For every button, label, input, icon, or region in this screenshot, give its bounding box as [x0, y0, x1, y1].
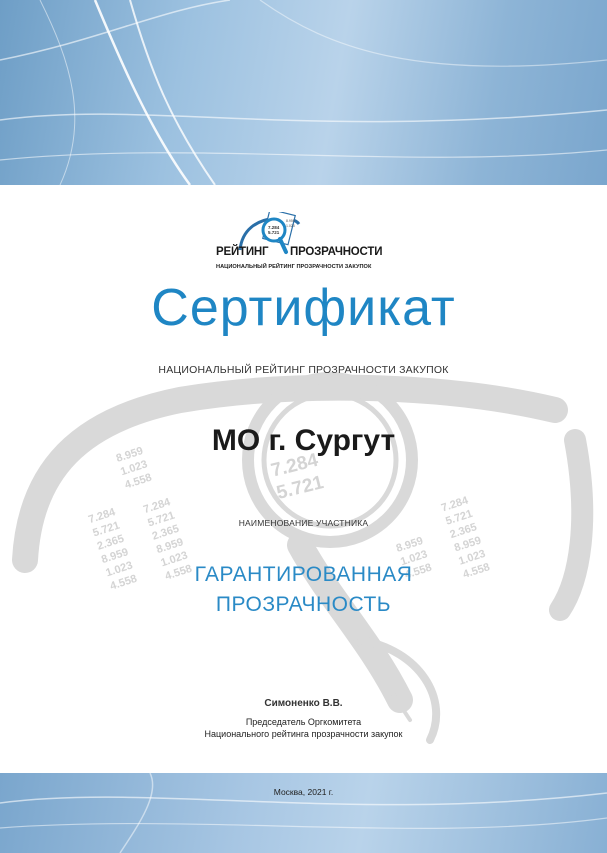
wm-d-2: 4.558 — [403, 561, 434, 582]
signer-name: Симоненко В.В. — [264, 698, 343, 709]
wm-c-3: 8.959 — [155, 536, 185, 557]
wm-b-0: 7.284 — [87, 506, 117, 527]
certificate-title: Сертификат — [151, 279, 456, 337]
wm-lens-0: 7.284 — [268, 449, 321, 482]
wm-c-5: 4.558 — [163, 562, 194, 583]
wm-c-4: 1.023 — [159, 549, 190, 570]
wm-e-5: 4.558 — [461, 561, 492, 582]
signer-role — [0, 716, 607, 740]
logo-subtitle: НАЦИОНАЛЬНЫЙ РЕЙТИНГ ПРОЗРАЧНОСТИ ЗАКУПОК — [216, 264, 372, 270]
wm-c-0: 7.284 — [142, 496, 172, 517]
guarantee-line-2: ПРОЗРАЧНОСТЬ — [215, 593, 392, 616]
footer-city-year: Москва, 2021 г. — [273, 787, 334, 797]
wm-e-4: 1.023 — [457, 547, 488, 568]
wm-c-1: 5.721 — [146, 509, 177, 530]
wm-a-2: 4.558 — [123, 471, 154, 492]
wm-a-0: 8.959 — [114, 444, 145, 465]
wm-b-5: 4.558 — [108, 572, 139, 593]
svg-text:5.721: 5.721 — [268, 230, 280, 235]
svg-text:8.959: 8.959 — [286, 219, 295, 223]
svg-text:1.023: 1.023 — [286, 224, 295, 228]
wm-b-4: 1.023 — [104, 559, 135, 580]
participant-name: МО г. Сургут — [211, 424, 396, 457]
wm-b-2: 2.365 — [95, 532, 126, 553]
wm-lens-1: 5.721 — [274, 472, 326, 504]
svg-text:7.284: 7.284 — [268, 225, 280, 230]
wm-e-0: 7.284 — [439, 494, 470, 515]
bottom-decorative-band — [0, 773, 607, 853]
wm-d-0: 8.959 — [394, 534, 425, 555]
band-bottom-lines — [0, 773, 607, 853]
signer-role-line-2: Национального рейтинга прозрачности закупок — [204, 729, 403, 739]
wm-e-1: 5.721 — [444, 507, 475, 528]
wm-e-3: 8.959 — [452, 534, 483, 555]
logo-title — [216, 246, 391, 262]
wm-c-2: 2.365 — [150, 522, 181, 543]
wm-b-1: 5.721 — [91, 519, 122, 540]
wm-d-1: 1.023 — [399, 548, 429, 569]
logo-title-word1: РЕЙТИНГ — [216, 246, 269, 258]
guarantee-text — [0, 560, 607, 620]
signer-role-line-1: Председатель Оргкомитета — [245, 717, 362, 727]
participant-label: НАИМЕНОВАНИЕ УЧАСТНИКА — [238, 518, 369, 528]
wm-e-2: 2.365 — [448, 521, 479, 542]
logo-title-word2: ПРОЗРАЧНОСТИ — [290, 246, 383, 258]
wm-a-1: 1.023 — [119, 458, 149, 479]
certificate-subtitle: НАЦИОНАЛЬНЫЙ РЕЙТИНГ ПРОЗРАЧНОСТИ ЗАКУПОК — [158, 364, 449, 376]
wm-b-3: 8.959 — [100, 546, 130, 567]
rating-logo — [216, 212, 391, 276]
guarantee-line-1: ГАРАНТИРОВАННАЯ — [194, 563, 413, 586]
